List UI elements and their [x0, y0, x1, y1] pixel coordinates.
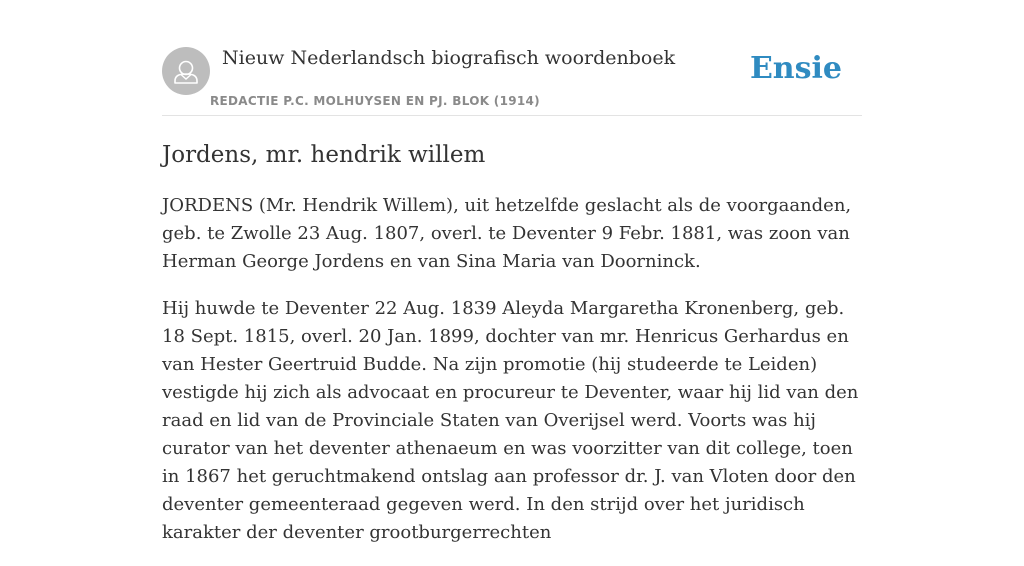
ensie-logo[interactable]: Ensie — [749, 51, 842, 86]
article-title: Jordens, mr. hendrik willem — [162, 142, 486, 168]
article-body — [162, 192, 862, 566]
content-container — [162, 0, 862, 543]
article-paragraph: JORDENS (Mr. Hendrik Willem), uit hetzelfde geslacht als de voorgaanden, geb. te Zwolle 23 Aug. 1807, overl. te Deventer 9 Febr. 1881, was zoon van Herman George Jordens en van Sina Maria van Doorninck. — [162, 195, 852, 272]
user-silhouette-icon[interactable] — [162, 47, 210, 95]
article-paragraph: Hij huwde te Deventer 22 Aug. 1839 Aleyda Margaretha Kronenberg, geb. 18 Sept. 1815, overl. 20 Jan. 1899, dochter van mr. Henricus Gerhardus en van Hester Geertruid Budde. Na zijn promotie (hij studeerde te Leiden) vestigde hij zich als advocaat en procureur te Deventer, waar hij lid van den raad en lid van de Provinciale Staten van Overijsel werd. Voorts was hij curator van het deventer athenaeum en was voorzitter van dit college, toen in 1867 het geruchtmakend ontslag aan professor dr. J. van Vloten door den deventer gemeenteraad gegeven werd. In den strijd over het juridisch karakter der deventer grootburgerrechten — [162, 298, 859, 543]
source-editors: REDACTIE P.C. MOLHUYSEN EN PJ. BLOK (1914) — [210, 94, 540, 108]
source-header — [162, 0, 862, 116]
source-title[interactable]: Nieuw Nederlandsch biografisch woordenboek — [222, 47, 676, 69]
